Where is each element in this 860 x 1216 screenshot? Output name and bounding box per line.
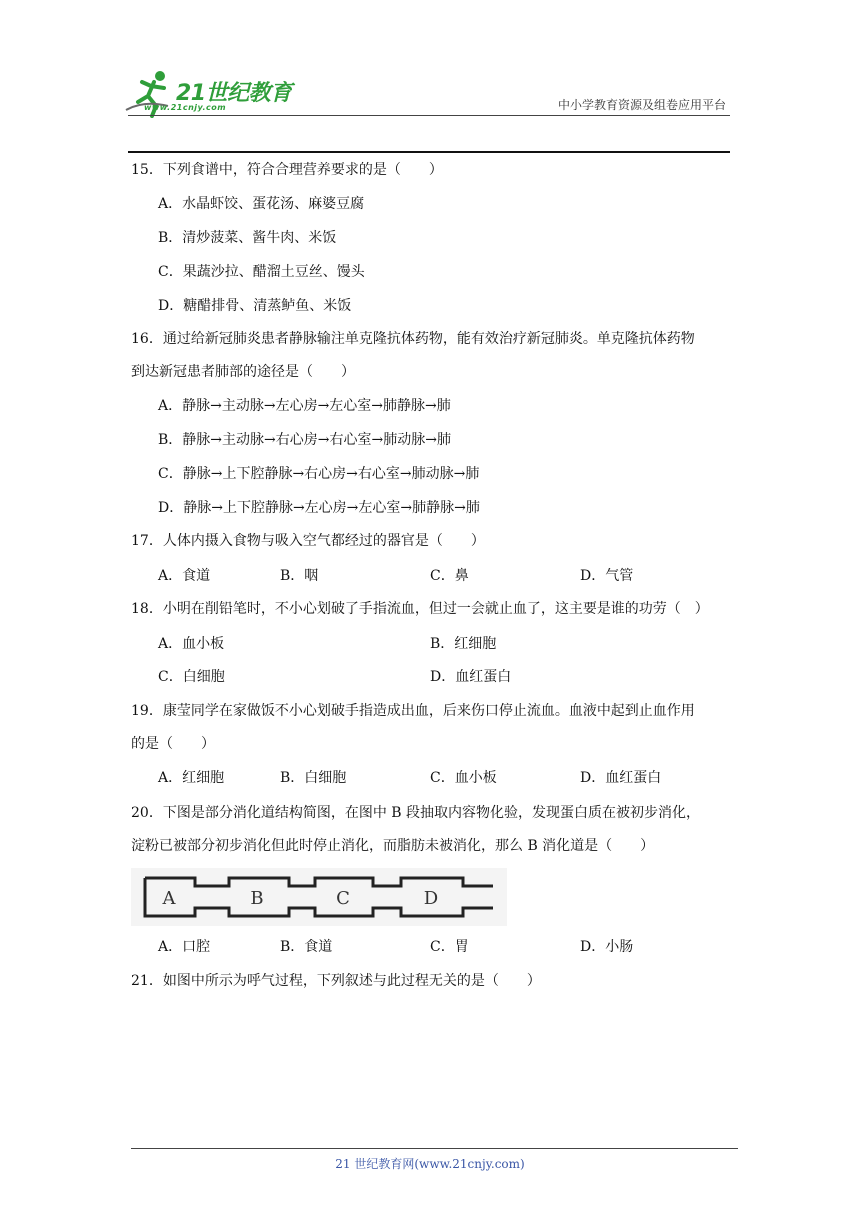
option-20-c[interactable]: C．胃: [430, 939, 469, 955]
option-19-d[interactable]: D．血红蛋白: [580, 770, 662, 786]
question-19-stem-line-1: 19．康莹同学在家做饭不小心划破手指造成出血，后来伤口停止流血。血液中起到止血作用: [131, 703, 695, 719]
question-21-stem: 21．如图中所示为呼气过程，下列叙述与此过程无关的是（ ）: [131, 973, 541, 989]
option-17-a[interactable]: A．食道: [158, 568, 211, 584]
question-17-stem: 17．人体内摄入食物与吸入空气都经过的器官是（ ）: [131, 533, 485, 549]
segment-d-label: D: [423, 888, 439, 909]
question-20-stem-line-1: 20．下图是部分消化道结构简图，在图中 B 段抽取内容物化验，发现蛋白质在被初步消化，: [131, 805, 701, 821]
option-17-b[interactable]: B．咽: [280, 568, 319, 584]
logo-text: 21世纪教育: [176, 81, 292, 106]
footer-link[interactable]: 21 世纪教育网(www.21cnjy.com): [335, 1157, 525, 1171]
page-header: [0, 0, 860, 160]
segment-b-label: B: [250, 888, 264, 909]
digestive-tract-diagram: [131, 868, 507, 926]
option-17-c[interactable]: C．鼻: [430, 568, 469, 584]
digestive-tract-figure: [131, 868, 507, 926]
option-15-b[interactable]: B．清炒菠菜、酱牛肉、米饭: [158, 230, 337, 246]
option-16-c[interactable]: C．静脉→上下腔静脉→右心房→右心室→肺动脉→肺: [158, 466, 480, 482]
option-20-a[interactable]: A．口腔: [158, 939, 211, 955]
option-20-d[interactable]: D．小肠: [580, 939, 634, 955]
header-underline: [128, 151, 730, 153]
option-16-b[interactable]: B．静脉→主动脉→右心房→右心室→肺动脉→肺: [158, 432, 451, 448]
option-18-d[interactable]: D．血红蛋白: [430, 669, 512, 685]
option-18-c[interactable]: C．白细胞: [158, 669, 225, 685]
option-16-a[interactable]: A．静脉→主动脉→左心房→左心室→肺静脉→肺: [158, 398, 451, 414]
option-18-a[interactable]: A．血小板: [158, 636, 225, 652]
option-15-c[interactable]: C．果蔬沙拉、醋溜土豆丝、馒头: [158, 264, 365, 280]
question-19-stem-line-2: 的是（ ）: [131, 736, 215, 752]
option-15-d[interactable]: D．糖醋排骨、清蒸鲈鱼、米饭: [158, 298, 352, 314]
option-20-b[interactable]: B．食道: [280, 939, 333, 955]
segment-c-label: C: [336, 888, 350, 909]
logo-url: www.21cnjy.com: [144, 103, 227, 112]
question-16-stem-line-1: 16．通过给新冠肺炎患者静脉输注单克隆抗体药物，能有效治疗新冠肺炎。单克隆抗体药物: [131, 331, 695, 347]
site-logo[interactable]: [124, 66, 294, 118]
option-19-a[interactable]: A．红细胞: [158, 770, 225, 786]
option-15-a[interactable]: A．水晶虾饺、蛋花汤、麻婆豆腐: [158, 196, 365, 212]
option-17-d[interactable]: D．气管: [580, 568, 634, 584]
question-16-stem-line-2: 到达新冠患者肺部的途径是（ ）: [131, 364, 355, 380]
option-16-d[interactable]: D．静脉→上下腔静脉→左心房→左心室→肺静脉→肺: [158, 500, 480, 516]
option-19-c[interactable]: C．血小板: [430, 770, 497, 786]
question-20-stem-line-2: 淀粉已被部分初步消化但此时停止消化，而脂肪未被消化，那么 B 消化道是（ ）: [131, 838, 655, 854]
segment-a-label: A: [162, 888, 176, 909]
header-rule: [128, 115, 730, 116]
question-15-stem: 15．下列食谱中，符合合理营养要求的是（ ）: [131, 162, 443, 178]
option-19-b[interactable]: B．白细胞: [280, 770, 347, 786]
question-18-stem: 18．小明在削铅笔时，不小心划破了手指流血，但过一会就止血了，这主要是谁的功劳（ ）: [131, 601, 709, 617]
footer-rule: [131, 1148, 738, 1149]
platform-title: 中小学教育资源及组卷应用平台: [557, 98, 726, 112]
option-18-b[interactable]: B．红细胞: [430, 636, 497, 652]
